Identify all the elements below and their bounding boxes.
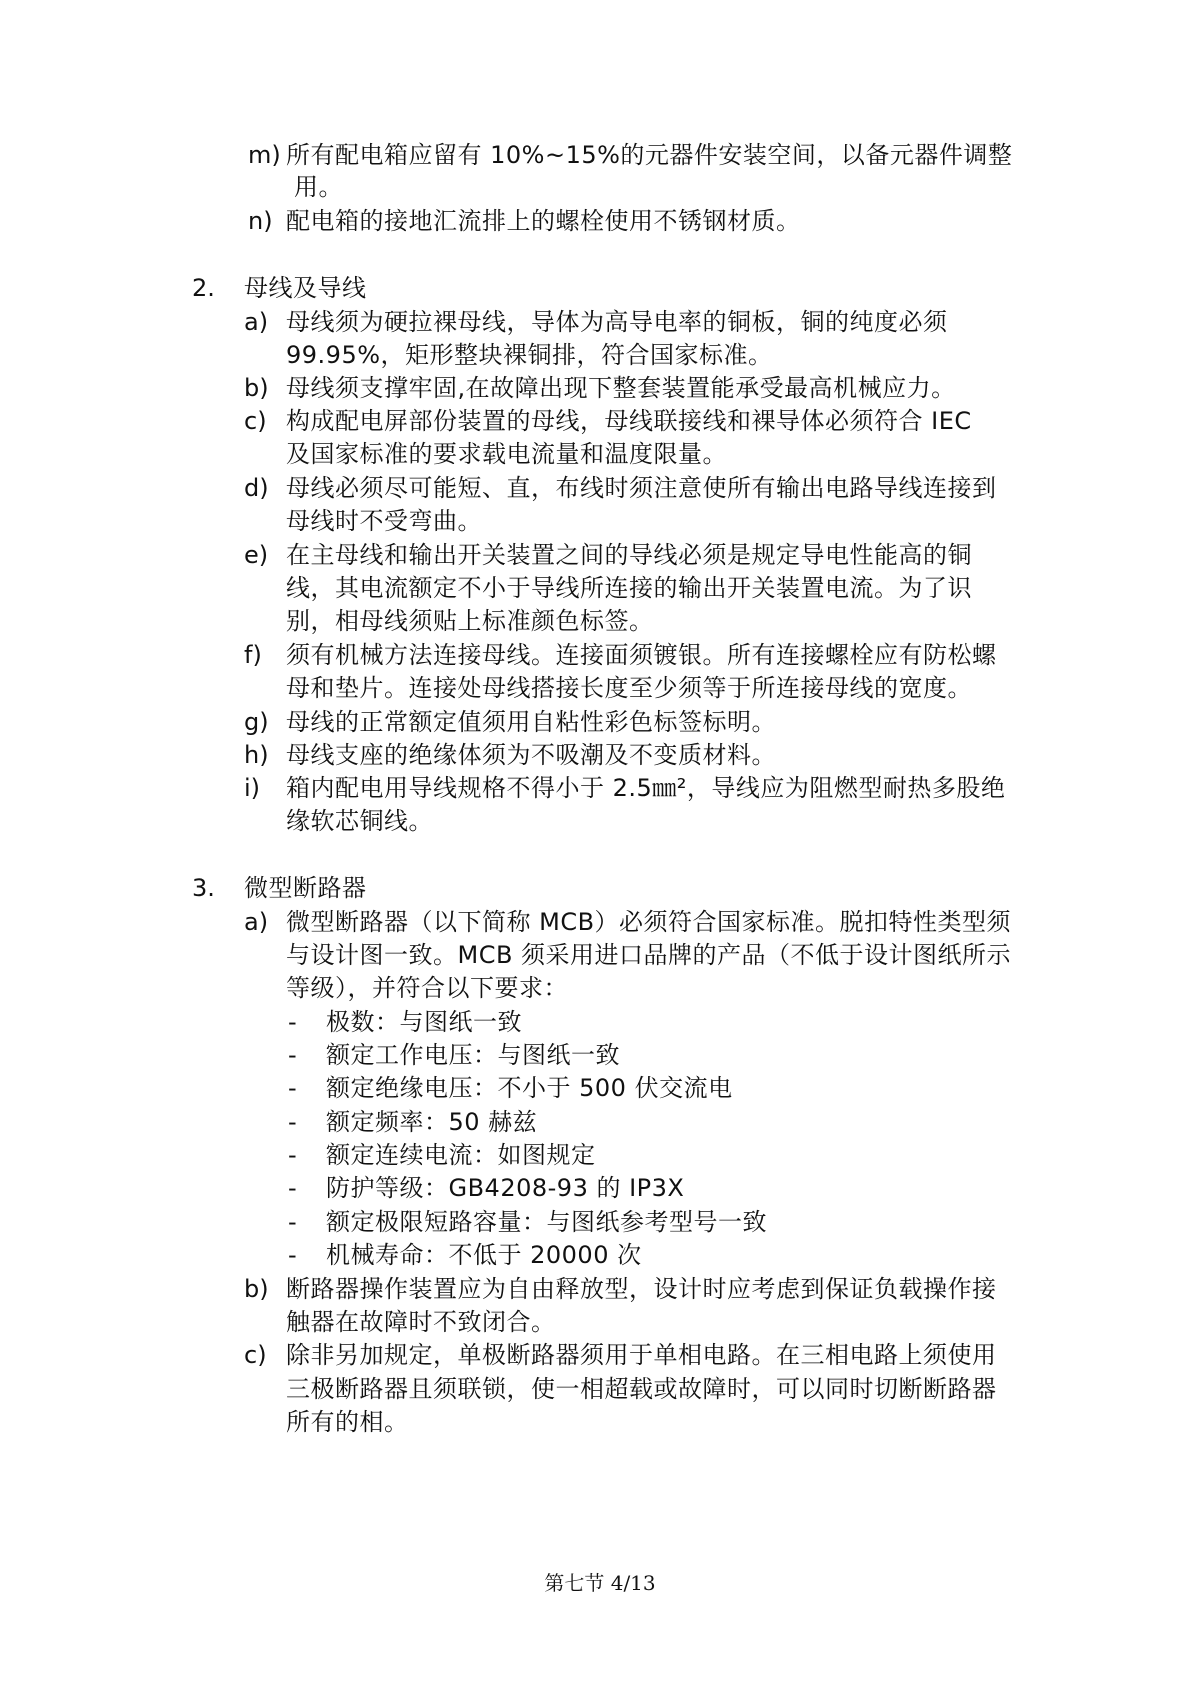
s2-d-line-1: 母线必须尽可能短、直，布线时须注意使所有输出电路导线连接到 — [286, 474, 997, 502]
s3-c-line-1: 除非另加规定，单极断路器须用于单相电路。在三相电路上须使用 — [286, 1341, 997, 1369]
item-m-line-1: 所有配电箱应留有 10%~15%的元器件安装空间，以备元器件调整 — [286, 141, 1013, 169]
bullet-item: 机械寿命：不低于 20000 次 — [326, 1241, 642, 1269]
s2-b-line-1: 母线须支撑牢固,在故障出现下整套装置能承受最高机械应力。 — [286, 374, 956, 402]
bullet-dash: - — [288, 1141, 297, 1169]
s2-e-line-1: 在主母线和输出开关装置之间的导线必须是规定导电性能高的铜 — [286, 541, 972, 569]
s2-a-line-1: 母线须为硬拉裸母线，导体为高导电率的铜板，铜的纯度必须 — [286, 308, 948, 336]
s2-i-line-2: 缘软芯铜线。 — [286, 807, 433, 835]
section-3-title: 微型断路器 — [244, 874, 367, 902]
section-3-number: 3. — [192, 874, 215, 902]
s2-item-marker-a: a) — [244, 308, 269, 336]
section-2-number: 2. — [192, 274, 215, 302]
item-n-line-1: 配电箱的接地汇流排上的螺栓使用不锈钢材质。 — [286, 207, 801, 235]
s3-item-marker-a: a) — [244, 908, 269, 936]
s3-b-line-1: 断路器操作装置应为自由释放型，设计时应考虑到保证负载操作接 — [286, 1275, 997, 1303]
s3-c-line-2: 三极断路器且须联锁，使一相超载或故障时，可以同时切断断路器 — [286, 1375, 997, 1403]
s3-item-marker-b: b) — [244, 1275, 269, 1303]
s3-a-line-3: 等级），并符合以下要求： — [286, 974, 568, 1002]
bullet-item: 额定绝缘电压：不小于 500 伏交流电 — [326, 1074, 733, 1102]
s3-item-marker-c: c) — [244, 1341, 267, 1369]
s2-f-line-2: 母和垫片。连接处母线搭接长度至少须等于所连接母线的宽度。 — [286, 674, 972, 702]
s2-e-line-2: 线，其电流额定不小于导线所连接的输出开关装置电流。为了识 — [286, 574, 972, 602]
item-marker-m: m) — [248, 141, 281, 169]
s2-item-marker-e: e) — [244, 541, 269, 569]
s2-g-line-1: 母线的正常额定值须用自粘性彩色标签标明。 — [286, 708, 776, 736]
bullet-dash: - — [288, 1074, 297, 1102]
s3-a-line-1: 微型断路器（以下简称 MCB）必须符合国家标准。脱扣特性类型须 — [286, 908, 1012, 936]
s2-item-marker-d: d) — [244, 474, 269, 502]
s2-i-line-1: 箱内配电用导线规格不得小于 2.5㎜²，导线应为阻燃型耐热多股绝 — [286, 774, 1006, 802]
s2-c-line-2: 及国家标准的要求载电流量和温度限量。 — [286, 440, 727, 468]
bullet-item: 额定连续电流：如图规定 — [326, 1141, 596, 1169]
s2-h-line-1: 母线支座的绝缘体须为不吸潮及不变质材料。 — [286, 741, 776, 769]
s2-e-line-3: 别，相母线须贴上标准颜色标签。 — [286, 607, 654, 635]
s2-item-marker-i: i) — [244, 774, 261, 802]
s2-f-line-1: 须有机械方法连接母线。连接面须镀银。所有连接螺栓应有防松螺 — [286, 641, 997, 669]
s3-a-line-2: 与设计图一致。MCB 须采用进口品牌的产品（不低于设计图纸所示 — [286, 941, 1012, 969]
s2-item-marker-c: c) — [244, 407, 267, 435]
s2-item-marker-f: f) — [244, 641, 262, 669]
s3-c-line-3: 所有的相。 — [286, 1408, 409, 1436]
bullet-dash: - — [288, 1108, 297, 1136]
bullet-dash: - — [288, 1208, 297, 1236]
s2-item-marker-h: h) — [244, 741, 269, 769]
s2-a-line-2: 99.95%，矩形整块裸铜排，符合国家标准。 — [286, 341, 773, 369]
bullet-item: 极数：与图纸一致 — [326, 1008, 522, 1036]
bullet-dash: - — [288, 1041, 297, 1069]
bullet-item: 额定频率：50 赫兹 — [326, 1108, 538, 1136]
s2-d-line-2: 母线时不受弯曲。 — [286, 507, 482, 535]
bullet-item: 额定工作电压：与图纸一致 — [326, 1041, 620, 1069]
item-m-line-2: 用。 — [294, 173, 343, 201]
item-marker-n: n) — [248, 207, 273, 235]
s3-b-line-2: 触器在故障时不致闭合。 — [286, 1308, 556, 1336]
bullet-dash: - — [288, 1008, 297, 1036]
bullet-item: 防护等级：GB4208-93 的 IP3X — [326, 1174, 685, 1202]
s2-item-marker-b: b) — [244, 374, 269, 402]
bullet-dash: - — [288, 1174, 297, 1202]
section-2-title: 母线及导线 — [244, 274, 367, 302]
bullet-item: 额定极限短路容量：与图纸参考型号一致 — [326, 1208, 767, 1236]
page-footer: 第七节 4/13 — [544, 1571, 656, 1595]
bullet-dash: - — [288, 1241, 297, 1269]
s2-item-marker-g: g) — [244, 708, 269, 736]
s2-c-line-1: 构成配电屏部份装置的母线，母线联接线和裸导体必须符合 IEC — [286, 407, 972, 435]
